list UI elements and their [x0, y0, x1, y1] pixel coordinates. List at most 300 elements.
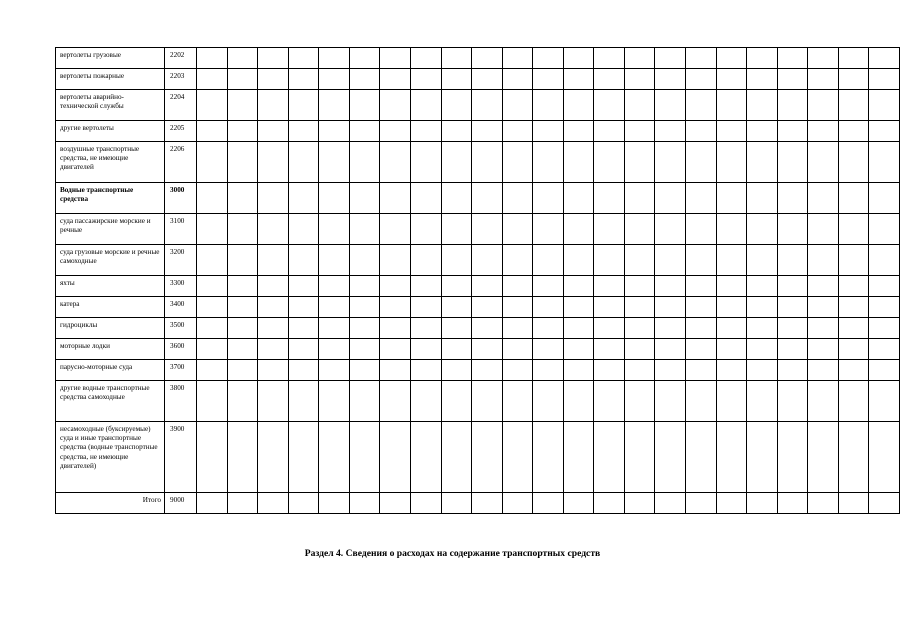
empty-cell[interactable] [197, 142, 228, 183]
empty-cell[interactable] [808, 493, 839, 514]
empty-cell[interactable] [624, 339, 655, 360]
empty-cell[interactable] [777, 48, 808, 69]
empty-cell[interactable] [869, 297, 900, 318]
empty-cell[interactable] [869, 360, 900, 381]
empty-cell[interactable] [258, 360, 289, 381]
empty-cell[interactable] [319, 214, 350, 245]
empty-cell[interactable] [533, 69, 564, 90]
empty-cell[interactable] [869, 245, 900, 276]
empty-cell[interactable] [380, 214, 411, 245]
empty-cell[interactable] [533, 381, 564, 422]
empty-cell[interactable] [288, 214, 319, 245]
empty-cell[interactable] [349, 493, 380, 514]
empty-cell[interactable] [838, 297, 869, 318]
empty-cell[interactable] [838, 69, 869, 90]
empty-cell[interactable] [380, 339, 411, 360]
empty-cell[interactable] [777, 142, 808, 183]
empty-cell[interactable] [747, 214, 778, 245]
empty-cell[interactable] [563, 121, 594, 142]
empty-cell[interactable] [869, 318, 900, 339]
empty-cell[interactable] [563, 493, 594, 514]
empty-cell[interactable] [410, 69, 441, 90]
empty-cell[interactable] [410, 48, 441, 69]
empty-cell[interactable] [472, 183, 503, 214]
empty-cell[interactable] [594, 183, 625, 214]
empty-cell[interactable] [594, 142, 625, 183]
empty-cell[interactable] [349, 142, 380, 183]
empty-cell[interactable] [533, 339, 564, 360]
empty-cell[interactable] [410, 142, 441, 183]
empty-cell[interactable] [288, 493, 319, 514]
empty-cell[interactable] [441, 381, 472, 422]
empty-cell[interactable] [747, 297, 778, 318]
empty-cell[interactable] [747, 121, 778, 142]
empty-cell[interactable] [258, 276, 289, 297]
empty-cell[interactable] [624, 69, 655, 90]
empty-cell[interactable] [349, 245, 380, 276]
empty-cell[interactable] [716, 381, 747, 422]
empty-cell[interactable] [227, 276, 258, 297]
empty-cell[interactable] [319, 360, 350, 381]
empty-cell[interactable] [808, 142, 839, 183]
empty-cell[interactable] [197, 276, 228, 297]
empty-cell[interactable] [502, 69, 533, 90]
empty-cell[interactable] [349, 318, 380, 339]
empty-cell[interactable] [258, 245, 289, 276]
empty-cell[interactable] [258, 183, 289, 214]
empty-cell[interactable] [380, 90, 411, 121]
empty-cell[interactable] [349, 48, 380, 69]
empty-cell[interactable] [655, 339, 686, 360]
empty-cell[interactable] [563, 422, 594, 493]
empty-cell[interactable] [258, 422, 289, 493]
empty-cell[interactable] [472, 381, 503, 422]
empty-cell[interactable] [410, 297, 441, 318]
empty-cell[interactable] [258, 339, 289, 360]
empty-cell[interactable] [227, 360, 258, 381]
empty-cell[interactable] [655, 297, 686, 318]
empty-cell[interactable] [624, 183, 655, 214]
empty-cell[interactable] [686, 381, 717, 422]
empty-cell[interactable] [533, 142, 564, 183]
empty-cell[interactable] [441, 214, 472, 245]
empty-cell[interactable] [655, 422, 686, 493]
empty-cell[interactable] [472, 297, 503, 318]
empty-cell[interactable] [380, 381, 411, 422]
empty-cell[interactable] [716, 142, 747, 183]
empty-cell[interactable] [594, 422, 625, 493]
empty-cell[interactable] [227, 297, 258, 318]
empty-cell[interactable] [716, 69, 747, 90]
empty-cell[interactable] [686, 142, 717, 183]
empty-cell[interactable] [655, 318, 686, 339]
empty-cell[interactable] [808, 360, 839, 381]
empty-cell[interactable] [808, 69, 839, 90]
empty-cell[interactable] [380, 276, 411, 297]
empty-cell[interactable] [838, 245, 869, 276]
empty-cell[interactable] [258, 142, 289, 183]
empty-cell[interactable] [319, 318, 350, 339]
empty-cell[interactable] [319, 493, 350, 514]
empty-cell[interactable] [502, 318, 533, 339]
empty-cell[interactable] [747, 245, 778, 276]
empty-cell[interactable] [502, 297, 533, 318]
empty-cell[interactable] [655, 381, 686, 422]
empty-cell[interactable] [410, 381, 441, 422]
empty-cell[interactable] [563, 48, 594, 69]
empty-cell[interactable] [808, 422, 839, 493]
empty-cell[interactable] [716, 183, 747, 214]
empty-cell[interactable] [441, 276, 472, 297]
empty-cell[interactable] [533, 493, 564, 514]
empty-cell[interactable] [502, 183, 533, 214]
empty-cell[interactable] [594, 214, 625, 245]
empty-cell[interactable] [716, 245, 747, 276]
empty-cell[interactable] [502, 360, 533, 381]
empty-cell[interactable] [655, 276, 686, 297]
empty-cell[interactable] [869, 493, 900, 514]
empty-cell[interactable] [502, 339, 533, 360]
empty-cell[interactable] [838, 48, 869, 69]
empty-cell[interactable] [624, 245, 655, 276]
empty-cell[interactable] [227, 69, 258, 90]
empty-cell[interactable] [655, 121, 686, 142]
empty-cell[interactable] [349, 360, 380, 381]
empty-cell[interactable] [319, 90, 350, 121]
empty-cell[interactable] [349, 276, 380, 297]
empty-cell[interactable] [502, 121, 533, 142]
empty-cell[interactable] [502, 422, 533, 493]
empty-cell[interactable] [472, 276, 503, 297]
empty-cell[interactable] [441, 339, 472, 360]
empty-cell[interactable] [410, 422, 441, 493]
empty-cell[interactable] [747, 48, 778, 69]
empty-cell[interactable] [869, 142, 900, 183]
empty-cell[interactable] [563, 142, 594, 183]
empty-cell[interactable] [563, 245, 594, 276]
empty-cell[interactable] [747, 69, 778, 90]
empty-cell[interactable] [472, 493, 503, 514]
empty-cell[interactable] [227, 214, 258, 245]
empty-cell[interactable] [410, 121, 441, 142]
empty-cell[interactable] [624, 90, 655, 121]
empty-cell[interactable] [349, 121, 380, 142]
empty-cell[interactable] [441, 245, 472, 276]
empty-cell[interactable] [563, 339, 594, 360]
empty-cell[interactable] [808, 214, 839, 245]
empty-cell[interactable] [686, 360, 717, 381]
empty-cell[interactable] [838, 214, 869, 245]
empty-cell[interactable] [655, 493, 686, 514]
empty-cell[interactable] [349, 183, 380, 214]
empty-cell[interactable] [686, 318, 717, 339]
empty-cell[interactable] [777, 339, 808, 360]
empty-cell[interactable] [716, 214, 747, 245]
empty-cell[interactable] [258, 121, 289, 142]
empty-cell[interactable] [349, 69, 380, 90]
empty-cell[interactable] [655, 69, 686, 90]
empty-cell[interactable] [686, 183, 717, 214]
empty-cell[interactable] [747, 276, 778, 297]
empty-cell[interactable] [686, 214, 717, 245]
empty-cell[interactable] [594, 69, 625, 90]
empty-cell[interactable] [686, 339, 717, 360]
empty-cell[interactable] [686, 245, 717, 276]
empty-cell[interactable] [319, 422, 350, 493]
empty-cell[interactable] [533, 422, 564, 493]
empty-cell[interactable] [472, 318, 503, 339]
empty-cell[interactable] [349, 214, 380, 245]
empty-cell[interactable] [594, 381, 625, 422]
empty-cell[interactable] [227, 183, 258, 214]
empty-cell[interactable] [380, 422, 411, 493]
empty-cell[interactable] [747, 381, 778, 422]
empty-cell[interactable] [258, 493, 289, 514]
empty-cell[interactable] [319, 48, 350, 69]
empty-cell[interactable] [319, 183, 350, 214]
empty-cell[interactable] [838, 422, 869, 493]
empty-cell[interactable] [441, 422, 472, 493]
empty-cell[interactable] [472, 90, 503, 121]
empty-cell[interactable] [716, 360, 747, 381]
empty-cell[interactable] [747, 360, 778, 381]
empty-cell[interactable] [869, 339, 900, 360]
empty-cell[interactable] [197, 360, 228, 381]
empty-cell[interactable] [197, 381, 228, 422]
empty-cell[interactable] [197, 339, 228, 360]
empty-cell[interactable] [624, 318, 655, 339]
empty-cell[interactable] [288, 422, 319, 493]
empty-cell[interactable] [227, 339, 258, 360]
empty-cell[interactable] [502, 245, 533, 276]
empty-cell[interactable] [288, 318, 319, 339]
empty-cell[interactable] [777, 90, 808, 121]
empty-cell[interactable] [655, 360, 686, 381]
empty-cell[interactable] [838, 381, 869, 422]
empty-cell[interactable] [655, 142, 686, 183]
empty-cell[interactable] [349, 297, 380, 318]
empty-cell[interactable] [563, 69, 594, 90]
empty-cell[interactable] [441, 121, 472, 142]
empty-cell[interactable] [441, 318, 472, 339]
empty-cell[interactable] [777, 297, 808, 318]
empty-cell[interactable] [410, 493, 441, 514]
empty-cell[interactable] [197, 493, 228, 514]
empty-cell[interactable] [197, 48, 228, 69]
empty-cell[interactable] [716, 297, 747, 318]
empty-cell[interactable] [777, 69, 808, 90]
empty-cell[interactable] [380, 121, 411, 142]
empty-cell[interactable] [472, 360, 503, 381]
empty-cell[interactable] [594, 90, 625, 121]
empty-cell[interactable] [777, 360, 808, 381]
empty-cell[interactable] [319, 381, 350, 422]
empty-cell[interactable] [838, 276, 869, 297]
empty-cell[interactable] [258, 48, 289, 69]
empty-cell[interactable] [533, 297, 564, 318]
empty-cell[interactable] [288, 381, 319, 422]
empty-cell[interactable] [502, 142, 533, 183]
empty-cell[interactable] [686, 48, 717, 69]
empty-cell[interactable] [747, 142, 778, 183]
empty-cell[interactable] [472, 121, 503, 142]
empty-cell[interactable] [441, 183, 472, 214]
empty-cell[interactable] [716, 121, 747, 142]
empty-cell[interactable] [227, 90, 258, 121]
empty-cell[interactable] [288, 69, 319, 90]
empty-cell[interactable] [624, 214, 655, 245]
empty-cell[interactable] [349, 339, 380, 360]
empty-cell[interactable] [197, 183, 228, 214]
empty-cell[interactable] [533, 245, 564, 276]
empty-cell[interactable] [258, 90, 289, 121]
empty-cell[interactable] [380, 69, 411, 90]
empty-cell[interactable] [655, 245, 686, 276]
empty-cell[interactable] [380, 48, 411, 69]
empty-cell[interactable] [624, 493, 655, 514]
empty-cell[interactable] [777, 422, 808, 493]
empty-cell[interactable] [808, 297, 839, 318]
empty-cell[interactable] [472, 214, 503, 245]
empty-cell[interactable] [288, 339, 319, 360]
empty-cell[interactable] [502, 276, 533, 297]
empty-cell[interactable] [288, 360, 319, 381]
empty-cell[interactable] [869, 121, 900, 142]
empty-cell[interactable] [716, 276, 747, 297]
empty-cell[interactable] [319, 121, 350, 142]
empty-cell[interactable] [563, 318, 594, 339]
empty-cell[interactable] [288, 183, 319, 214]
empty-cell[interactable] [349, 422, 380, 493]
empty-cell[interactable] [410, 318, 441, 339]
empty-cell[interactable] [594, 493, 625, 514]
empty-cell[interactable] [533, 318, 564, 339]
empty-cell[interactable] [533, 90, 564, 121]
empty-cell[interactable] [380, 142, 411, 183]
empty-cell[interactable] [533, 360, 564, 381]
empty-cell[interactable] [258, 318, 289, 339]
empty-cell[interactable] [472, 48, 503, 69]
empty-cell[interactable] [624, 297, 655, 318]
empty-cell[interactable] [227, 142, 258, 183]
empty-cell[interactable] [716, 90, 747, 121]
empty-cell[interactable] [349, 90, 380, 121]
empty-cell[interactable] [838, 142, 869, 183]
empty-cell[interactable] [624, 276, 655, 297]
empty-cell[interactable] [258, 297, 289, 318]
empty-cell[interactable] [716, 493, 747, 514]
empty-cell[interactable] [808, 381, 839, 422]
empty-cell[interactable] [777, 381, 808, 422]
empty-cell[interactable] [808, 276, 839, 297]
empty-cell[interactable] [808, 90, 839, 121]
empty-cell[interactable] [838, 183, 869, 214]
empty-cell[interactable] [869, 69, 900, 90]
empty-cell[interactable] [441, 69, 472, 90]
empty-cell[interactable] [716, 48, 747, 69]
empty-cell[interactable] [869, 381, 900, 422]
empty-cell[interactable] [227, 422, 258, 493]
empty-cell[interactable] [380, 183, 411, 214]
empty-cell[interactable] [624, 121, 655, 142]
empty-cell[interactable] [410, 183, 441, 214]
empty-cell[interactable] [319, 245, 350, 276]
empty-cell[interactable] [686, 90, 717, 121]
empty-cell[interactable] [808, 48, 839, 69]
empty-cell[interactable] [594, 245, 625, 276]
empty-cell[interactable] [258, 381, 289, 422]
empty-cell[interactable] [594, 121, 625, 142]
empty-cell[interactable] [288, 297, 319, 318]
empty-cell[interactable] [777, 493, 808, 514]
empty-cell[interactable] [686, 297, 717, 318]
empty-cell[interactable] [777, 183, 808, 214]
empty-cell[interactable] [563, 381, 594, 422]
empty-cell[interactable] [227, 245, 258, 276]
empty-cell[interactable] [227, 48, 258, 69]
empty-cell[interactable] [441, 90, 472, 121]
empty-cell[interactable] [197, 245, 228, 276]
empty-cell[interactable] [747, 183, 778, 214]
empty-cell[interactable] [441, 48, 472, 69]
empty-cell[interactable] [472, 339, 503, 360]
empty-cell[interactable] [716, 422, 747, 493]
empty-cell[interactable] [563, 90, 594, 121]
empty-cell[interactable] [533, 183, 564, 214]
empty-cell[interactable] [594, 360, 625, 381]
empty-cell[interactable] [594, 48, 625, 69]
empty-cell[interactable] [380, 360, 411, 381]
empty-cell[interactable] [563, 214, 594, 245]
empty-cell[interactable] [472, 422, 503, 493]
empty-cell[interactable] [319, 69, 350, 90]
empty-cell[interactable] [838, 360, 869, 381]
empty-cell[interactable] [624, 422, 655, 493]
empty-cell[interactable] [197, 297, 228, 318]
empty-cell[interactable] [655, 90, 686, 121]
empty-cell[interactable] [258, 69, 289, 90]
empty-cell[interactable] [380, 297, 411, 318]
empty-cell[interactable] [197, 318, 228, 339]
empty-cell[interactable] [869, 90, 900, 121]
empty-cell[interactable] [838, 318, 869, 339]
empty-cell[interactable] [288, 90, 319, 121]
empty-cell[interactable] [288, 121, 319, 142]
empty-cell[interactable] [410, 360, 441, 381]
empty-cell[interactable] [808, 318, 839, 339]
empty-cell[interactable] [441, 360, 472, 381]
empty-cell[interactable] [319, 339, 350, 360]
empty-cell[interactable] [686, 422, 717, 493]
empty-cell[interactable] [410, 339, 441, 360]
empty-cell[interactable] [655, 48, 686, 69]
empty-cell[interactable] [288, 142, 319, 183]
empty-cell[interactable] [197, 214, 228, 245]
empty-cell[interactable] [777, 245, 808, 276]
empty-cell[interactable] [380, 318, 411, 339]
empty-cell[interactable] [502, 90, 533, 121]
empty-cell[interactable] [472, 142, 503, 183]
empty-cell[interactable] [227, 381, 258, 422]
empty-cell[interactable] [624, 48, 655, 69]
empty-cell[interactable] [869, 48, 900, 69]
empty-cell[interactable] [594, 276, 625, 297]
empty-cell[interactable] [197, 90, 228, 121]
empty-cell[interactable] [686, 69, 717, 90]
empty-cell[interactable] [502, 493, 533, 514]
empty-cell[interactable] [380, 493, 411, 514]
empty-cell[interactable] [869, 183, 900, 214]
